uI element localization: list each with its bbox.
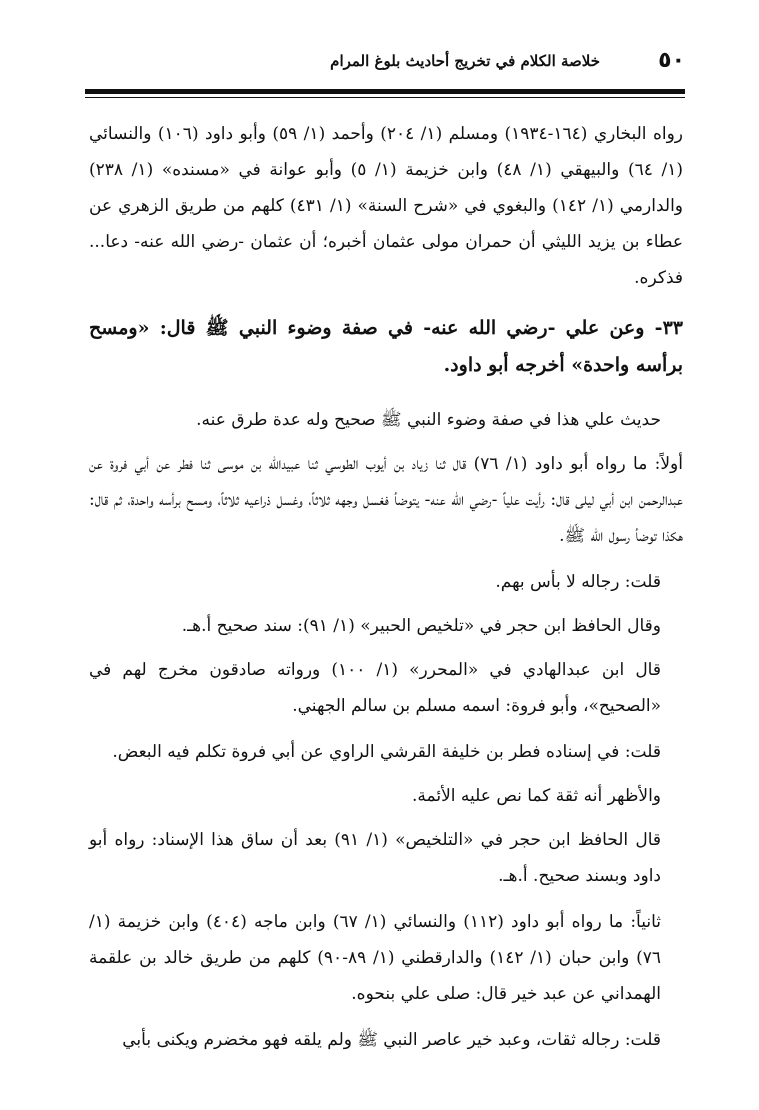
fitr-note: قلت: في إسناده فطر بن خليفة القرشي الراوي عن أبي فروة تكلم فيه البعض. xyxy=(112,742,661,762)
ibn-hajar-quote: وقال الحافظ ابن حجر في «تلخيص الحبير» (١/ ٩١): سند صحيح أ.هـ. xyxy=(181,616,661,636)
page-body xyxy=(89,116,683,1066)
second-route-paragraph: ثانياً: ما رواه أبو داود (١١٢) والنسائي (١/ ٦٧) وابن ماجه (٤٠٤) وابن خزيمة (١/ ٧٦) وابن حبان (١/ ١٤٢) والدارقطني (١/ ٨٩-٩٠) كلهم من طريق خالد بن علقمة الهمداني عن عبد خير قال: صلى علي بنحوه. xyxy=(89,912,661,1004)
ibn-abdulhadi-quote: قال ابن عبدالهادي في «المحرر» (١/ ١٠٠) ورواته صادقون مخرج لهم في «الصحيح»، وأبو فروة: اسمه مسلم بن سالم الجهني. xyxy=(89,660,661,716)
ibn-hajar-talkhis-quote: قال الحافظ ابن حجر في «التلخيص» (١/ ٩١) بعد أن ساق هذا الإسناد: رواه أبو داود وبسند صحيح. أ.هـ. xyxy=(89,830,661,886)
takhrij-paragraph: رواه البخاري (١٦٤-١٩٣٤) ومسلم (١/ ٢٠٤) وأحمد (١/ ٥٩) وأبو داود (١٠٦) والنسائي (١/ ٦٤) والبيهقي (١/ ٤٨) وابن خزيمة (١/ ٥) وأبو عوانة في «مسنده» (١/ ٢٣٨) والدارمي (١/ ١٤٢) والبغوي في «شرح السنة» (١/ ٤٣١) كلهم من طريق الزهري عن عطاء بن يزيد الليثي أن حمران مولى عثمان أخبره؛ أن عثمان -رضي الله عنه- دعا... فذكره. xyxy=(89,124,684,288)
narrators-note: قلت: رجاله لا بأس بهم. xyxy=(495,572,661,592)
header-rule-thick xyxy=(85,89,685,94)
abd-khayr-note: قلت: رجاله ثقات، وعبد خير عاصر النبي ﷺ ولم يلقه فهو مخضرم ويكنى بأبي xyxy=(122,1030,661,1050)
hadith-text: ٣٣- وعن علي -رضي الله عنه- في صفة وضوء النبي ﷺ قال: «ومسح برأسه واحدة» أخرجه أبو داود. xyxy=(89,317,683,376)
page-header xyxy=(85,48,685,78)
first-route-paragraph: أولاً: ما رواه أبو داود (١/ ٧٦) قال ثنا زياد بن أيوب الطوسي ثنا عبيدالله بن موسى ثنا فطر عن أبي فروة عن عبدالرحمن ابن أبي ليلى قال: رأيت علياً -رضي الله عنه- يتوضأ فغسل وجهه ثلاثاً، وغسل ذراعيه ثلاثاً، ومسح برأسه واحدة، ثم قال: هكذا توضأ رسول الله ﷺ. xyxy=(89,454,683,546)
hadith-grade: حديث علي هذا في صفة وضوء النبي ﷺ صحيح وله عدة طرق عنه. xyxy=(196,410,661,430)
fitr-verdict: والأظهر أنه ثقة كما نص عليه الأئمة. xyxy=(412,786,661,806)
running-title: خلاصة الكلام في تخريج أحاديث بلوغ المرام xyxy=(330,52,600,70)
page-number: ٥٠ xyxy=(658,48,685,73)
header-rule-thin xyxy=(85,97,685,98)
